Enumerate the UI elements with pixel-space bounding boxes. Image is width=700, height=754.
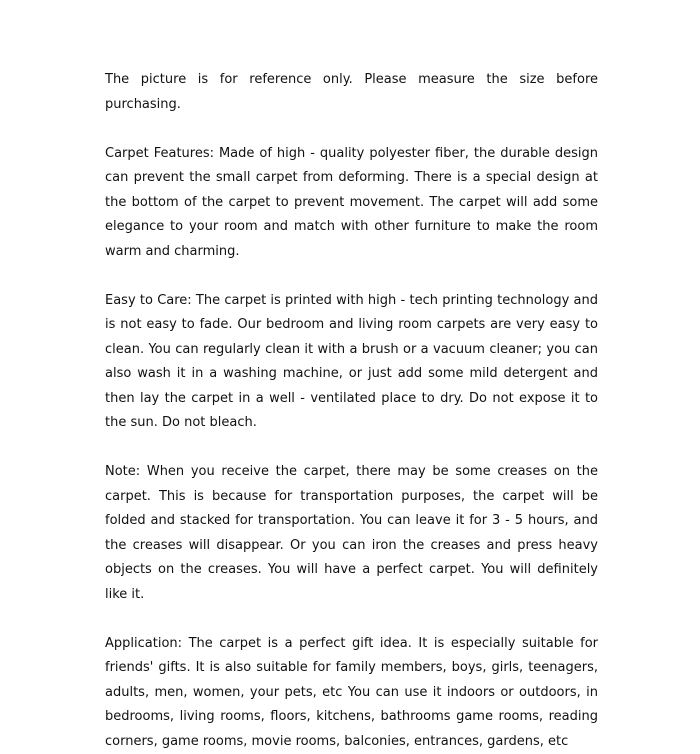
carpet-features-paragraph: Carpet Features: Made of high - quality polyester fiber, the durable design can prevent the small carpet from deforming. There is a special design at the bottom of the carpet to prevent movement. The carpet will add some elegance to your room and match with other furniture to make the room warm and charming. (105, 142, 598, 265)
note-paragraph: Note: When you receive the carpet, there may be some creases on the carpet. This is because for transportation purposes, the carpet will be folded and stacked for transportation. You can leave it for 3 - 5 hours, and the creases will disappear. Or you can iron the creases and press heavy objects on the creases. You will have a perfect carpet. You will definitely like it. (105, 460, 598, 607)
application-paragraph: Application: The carpet is a perfect gift idea. It is especially suitable for friends' gifts. It is also suitable for family members, boys, girls, teenagers, adults, men, women, your pets, etc You can use it indoors or outdoors, in bedrooms, living rooms, floors, kitchens, bathrooms game rooms, reading corners, game rooms, movie rooms, balconies, entrances, gardens, etc (105, 632, 598, 754)
reference-note: The picture is for reference only. Please measure the size before purchasing. (105, 68, 598, 117)
easy-to-care-paragraph: Easy to Care: The carpet is printed with high - tech printing technology and is not easy to fade. Our bedroom and living room carpets are very easy to clean. You can regularly clean it with a brush or a vacuum cleaner; you can also wash it in a washing machine, or just add some mild detergent and then lay the carpet in a well - ventilated place to dry. Do not expose it to the sun. Do not bleach. (105, 289, 598, 436)
product-description (105, 68, 598, 754)
